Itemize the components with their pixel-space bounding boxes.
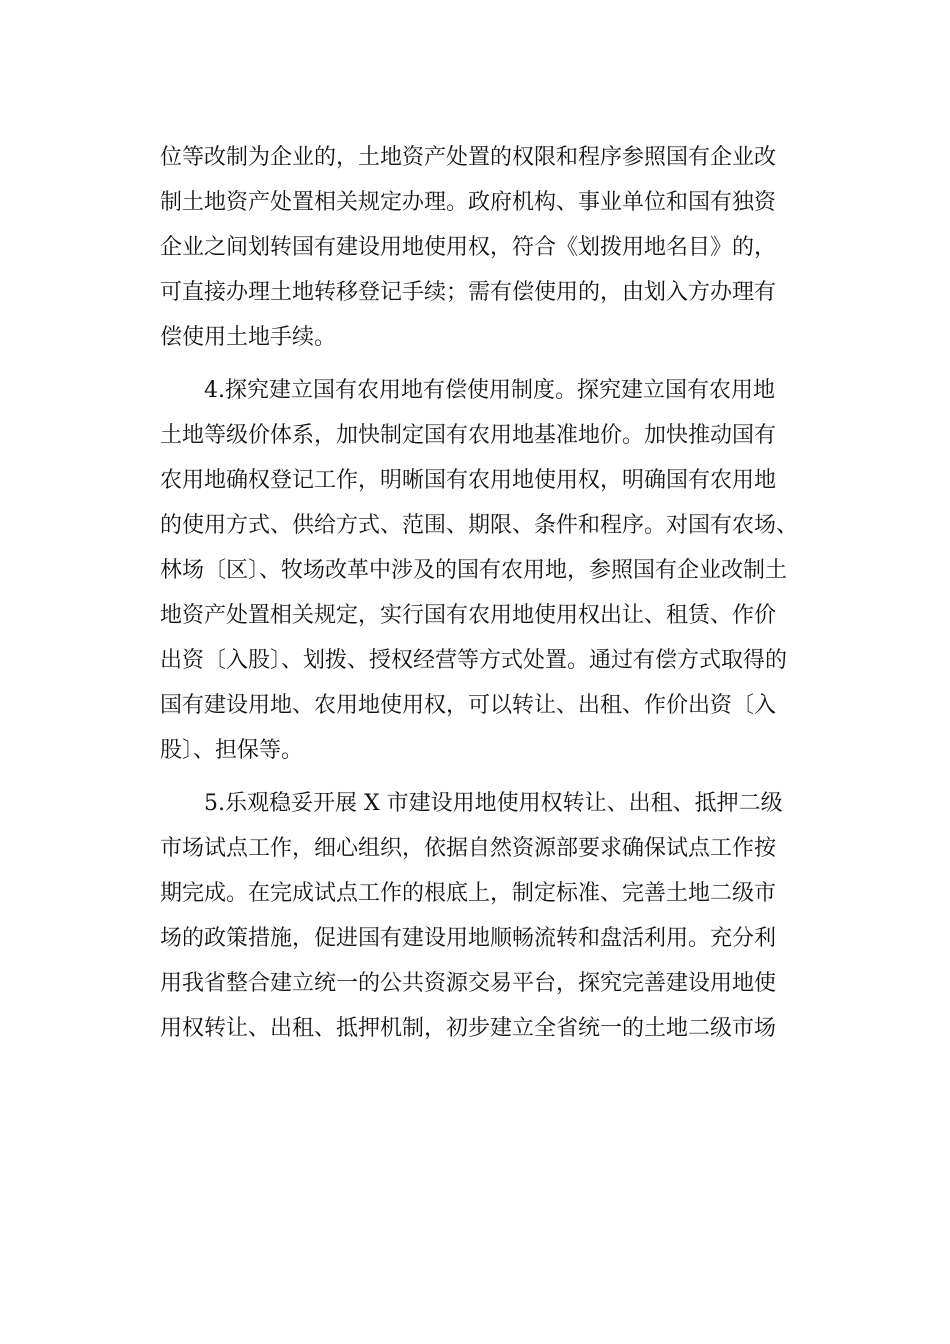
- text-line: 位等改制为企业的，土地资产处置的权限和程序参照国有企业改: [160, 145, 777, 170]
- document-body: [160, 135, 820, 1051]
- text-line: 偿使用土地手续。: [160, 325, 337, 350]
- text-line: 企业之间划转国有建设用地使用权，符合《划拨用地名目》的，: [160, 235, 777, 260]
- text-line: 场的政策措施，促进国有建设用地顺畅流转和盘活利用。充分利: [160, 926, 777, 951]
- text-line: 地资产处置相关规定，实行国有农用地使用权出让、租赁、作价: [160, 603, 777, 628]
- text-line: 市场试点工作，细心组织，依据自然资源部要求确保试点工作按: [160, 836, 777, 861]
- text-line: 4.探究建立国有农用地有偿使用制度。探究建立国有农用地: [204, 378, 775, 403]
- paragraph-3: [160, 781, 820, 1051]
- text-line: 用权转让、出租、抵押机制，初步建立全省统一的土地二级市场: [160, 1016, 777, 1041]
- text-line: 林场〔区〕、牧场改革中涉及的国有农用地，参照国有企业改制土: [160, 558, 788, 583]
- text-line: 国有建设用地、农用地使用权，可以转让、出租、作价出资〔入: [160, 693, 777, 718]
- paragraph-2: [160, 368, 820, 773]
- text-line: 土地等级价体系，加快制定国有农用地基准地价。加快推动国有: [160, 423, 777, 448]
- paragraph-1: [160, 135, 820, 360]
- text-line: 5.乐观稳妥开展 X 市建设用地使用权转让、出租、抵押二级: [204, 791, 783, 816]
- text-line: 农用地确权登记工作，明晰国有农用地使用权，明确国有农用地: [160, 468, 777, 493]
- text-line: 的使用方式、供给方式、范围、期限、条件和程序。对国有农场、: [160, 513, 799, 538]
- text-line: 用我省整合建立统一的公共资源交易平台，探究完善建设用地使: [160, 971, 777, 996]
- text-line: 可直接办理土地转移登记手续；需有偿使用的，由划入方办理有: [160, 280, 777, 305]
- text-line: 期完成。在完成试点工作的根底上，制定标准、完善土地二级市: [160, 881, 777, 906]
- text-line: 制土地资产处置相关规定办理。政府机构、事业单位和国有独资: [160, 190, 777, 215]
- text-line: 出资〔入股〕、划拨、授权经营等方式处置。通过有偿方式取得的: [160, 648, 788, 673]
- text-line: 股〕、担保等。: [160, 738, 304, 763]
